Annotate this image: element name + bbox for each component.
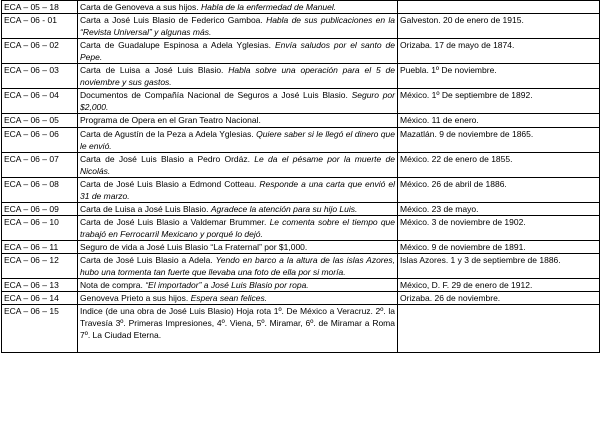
- record-place-date: Orizaba. 17 de mayo de 1874.: [398, 39, 600, 64]
- description-text: Programa de Opera en el Gran Teatro Nacional.: [80, 115, 261, 125]
- record-id: ECA – 06 – 04: [2, 89, 78, 114]
- record-description: [78, 1, 398, 14]
- description-note: Habla de la enfermedad de Manuel.: [200, 2, 337, 12]
- description-text: Nota de compra.: [80, 280, 146, 290]
- catalog-row: [2, 305, 600, 353]
- description-text: Carta de Agustín de la Peza a Adela Yglesias.: [80, 129, 257, 139]
- description-note: Envía saludos por el santo de Pepe.: [80, 40, 395, 62]
- record-id: ECA – 06 – 09: [2, 203, 78, 216]
- record-description: [78, 114, 398, 128]
- record-place-date: [398, 305, 600, 353]
- description-text: Carta de Luisa a José Luis Blasio.: [80, 65, 229, 75]
- record-description: [78, 39, 398, 64]
- description-text: Carta a José Luis Blasio de Federico Gamboa.: [80, 15, 267, 25]
- description-note: Responde a una carta que envió el 31 de marzo.: [80, 179, 395, 201]
- record-place-date: México, D. F. 29 de enero de 1912.: [398, 279, 600, 292]
- record-description: [78, 178, 398, 203]
- record-place-date: México. 9 de noviembre de 1891.: [398, 241, 600, 254]
- description-text: Carta de Guadalupe Espinosa a Adela Yglesias.: [80, 40, 275, 50]
- catalog-row: [2, 39, 600, 64]
- record-description: [78, 292, 398, 305]
- description-text: Seguro de vida a José Luis Blasio “La Fraternal” por $1,000.: [80, 242, 308, 252]
- description-text: Indice (de una obra de José Luis Blasio) Hoja rota 1º. De México a Veracruz. 2º. la Travesía 3º. Primeras Impresiones, 4º. Viena, 5º. Miramar, 6º. de Miramar a Roma 7º. La Ciudad Eterna.: [80, 306, 395, 340]
- record-description: [78, 14, 398, 39]
- record-description: [78, 128, 398, 153]
- record-id: ECA – 05 – 18: [2, 1, 78, 14]
- description-note: Agradece la atención para su hijo Luis.: [210, 204, 358, 214]
- catalog-row: [2, 279, 600, 292]
- description-note: Quiere saber si le llegó el dinero que le envió.: [80, 129, 395, 151]
- record-place-date: Puebla. 1º De noviembre.: [398, 64, 600, 89]
- record-id: ECA – 06 – 06: [2, 128, 78, 153]
- record-description: [78, 64, 398, 89]
- record-id: ECA – 06 - 01: [2, 14, 78, 39]
- record-description: [78, 279, 398, 292]
- record-id: ECA – 06 – 13: [2, 279, 78, 292]
- record-place-date: México. 11 de enero.: [398, 114, 600, 128]
- description-note: Habla sobre una operación para el 5 de noviembre y sus gastos.: [80, 65, 395, 87]
- catalog-rows: [2, 1, 600, 353]
- catalog-row: [2, 64, 600, 89]
- description-text: Carta de José Luis Blasio a Adela.: [80, 255, 216, 265]
- description-text: Carta de Luisa a José Luis Blasio.: [80, 204, 211, 214]
- record-description: [78, 153, 398, 178]
- catalog-row: [2, 292, 600, 305]
- catalog-row: [2, 254, 600, 279]
- description-note: Habla de sus publicaciones en la “Revista Universal” y algunas más.: [80, 15, 396, 37]
- record-place-date: Galveston. 20 de enero de 1915.: [398, 14, 600, 39]
- record-place-date: México. 3 de noviembre de 1902.: [398, 216, 600, 241]
- record-id: ECA – 06 – 11: [2, 241, 78, 254]
- record-place-date: México. 26 de abril de 1886.: [398, 178, 600, 203]
- record-id: ECA – 06 – 05: [2, 114, 78, 128]
- record-description: [78, 89, 398, 114]
- description-note: Seguro por $2,000.: [80, 90, 395, 112]
- description-note: Yendo en barco a la altura de las islas Azores, hubo una tormenta tan fuerte que llevaba una foto de ella por si moría.: [80, 255, 395, 277]
- description-note: Le comenta sobre el tiempo que trabajó en Ferrocarril Mexicano y porqué lo dejó.: [80, 217, 396, 239]
- description-text: Carta de José Luis Blasio a Valdemar Brummer.: [80, 217, 270, 227]
- record-id: ECA – 06 – 03: [2, 64, 78, 89]
- description-note: Le da el pésame por la muerte de Nicolás.: [80, 154, 396, 176]
- description-text: Documentos de Compañía Nacional de Seguros a José Luis Blasio.: [80, 90, 352, 100]
- record-id: ECA – 06 – 08: [2, 178, 78, 203]
- record-id: ECA – 06 – 14: [2, 292, 78, 305]
- description-note: “El importador” a José Luis Blasio por ropa.: [145, 280, 309, 290]
- record-description: [78, 216, 398, 241]
- catalog-row: [2, 216, 600, 241]
- description-note: Espera sean felices.: [190, 293, 268, 303]
- description-text: Carta de José Luis Blasio a Pedro Ordáz.: [80, 154, 255, 164]
- record-description: [78, 203, 398, 216]
- catalog-row: [2, 241, 600, 254]
- record-description: [78, 241, 398, 254]
- record-place-date: México. 23 de mayo.: [398, 203, 600, 216]
- catalog-row: [2, 89, 600, 114]
- catalog-row: [2, 1, 600, 14]
- description-text: Carta de Genoveva a sus hijos.: [80, 2, 201, 12]
- record-place-date: Islas Azores. 1 y 3 de septiembre de 1886.: [398, 254, 600, 279]
- description-text: Genoveva Prieto a sus hijos.: [80, 293, 191, 303]
- record-id: ECA – 06 – 15: [2, 305, 78, 353]
- description-text: Carta de José Luis Blasio a Edmond Cotteau.: [80, 179, 260, 189]
- record-id: ECA – 06 – 12: [2, 254, 78, 279]
- catalog-row: [2, 153, 600, 178]
- catalog-row: [2, 114, 600, 128]
- record-place-date: [398, 1, 600, 14]
- record-id: ECA – 06 – 07: [2, 153, 78, 178]
- record-id: ECA – 06 – 10: [2, 216, 78, 241]
- record-id: ECA – 06 – 02: [2, 39, 78, 64]
- record-place-date: Orizaba. 26 de noviembre.: [398, 292, 600, 305]
- catalog-row: [2, 128, 600, 153]
- record-place-date: Mazatlán. 9 de noviembre de 1865.: [398, 128, 600, 153]
- record-place-date: México. 22 de enero de 1855.: [398, 153, 600, 178]
- catalog-row: [2, 178, 600, 203]
- catalog-table: [1, 0, 600, 353]
- catalog-row: [2, 203, 600, 216]
- record-description: [78, 254, 398, 279]
- catalog-row: [2, 14, 600, 39]
- record-description: [78, 305, 398, 353]
- record-place-date: México. 1º De septiembre de 1892.: [398, 89, 600, 114]
